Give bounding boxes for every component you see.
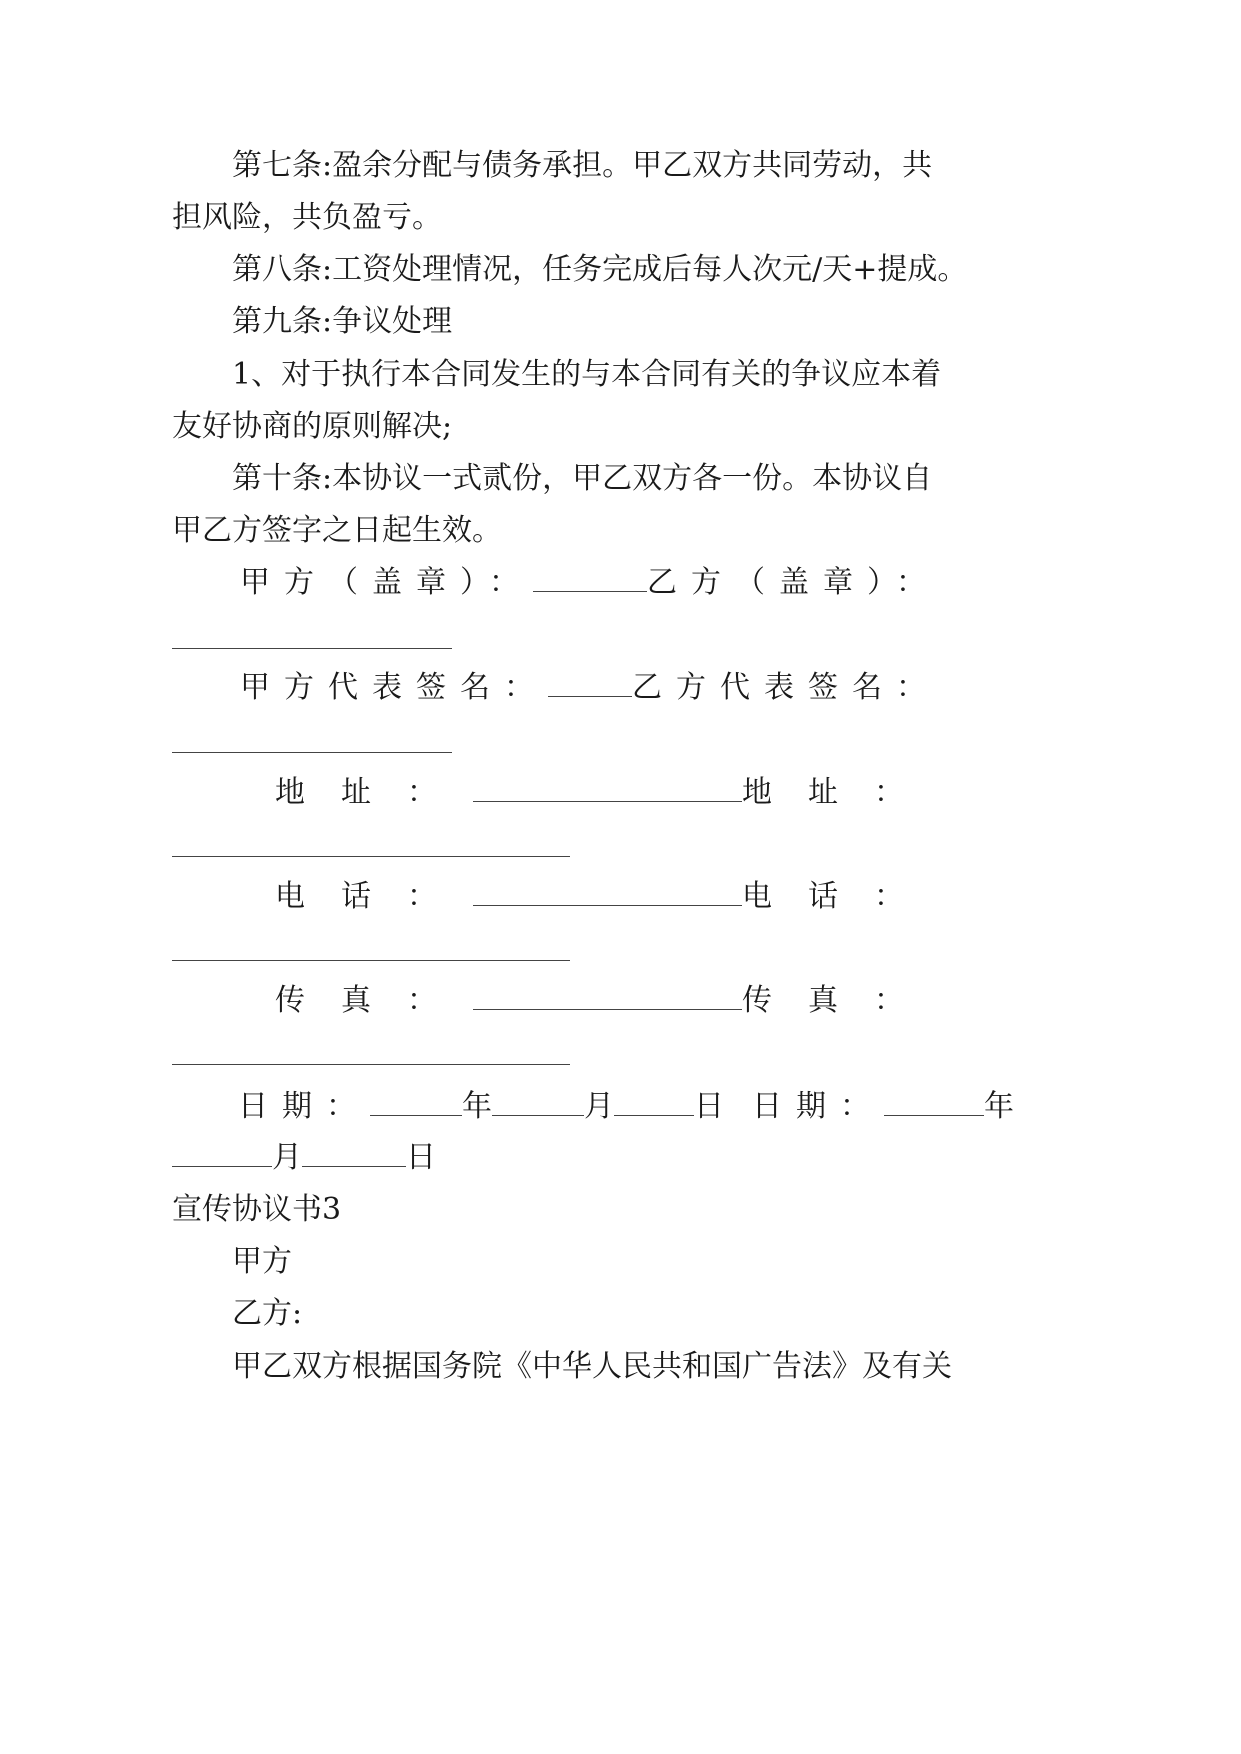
fax-b-label: 传真： xyxy=(742,983,940,1018)
date-a-year-unit: 年 xyxy=(462,1089,492,1124)
date-a-label: 日期： xyxy=(238,1089,370,1124)
address-b-blank xyxy=(172,856,570,857)
item-1-line-1: 1、对于执行本合同发生的与本合同有关的争议应本着 xyxy=(232,357,942,392)
date-b-label: 日期： xyxy=(752,1089,884,1124)
rep-a-label: 甲方代表签名： xyxy=(240,670,548,705)
rep-a-blank xyxy=(548,670,632,697)
fax-a-blank xyxy=(473,983,742,1010)
seal-a-blank xyxy=(533,565,647,592)
intro-paragraph: 甲乙双方根据国务院《中华人民共和国广告法》及有关 xyxy=(232,1349,952,1384)
address-a-label: 地址： xyxy=(275,775,473,810)
telephone-b-label: 电话： xyxy=(742,879,940,914)
fax-a-label: 传真： xyxy=(275,983,473,1018)
seal-b-blank xyxy=(172,648,452,649)
fax-row xyxy=(275,981,940,1021)
article-7-line-2: 担风险，共负盈亏。 xyxy=(172,200,442,235)
date-row-2 xyxy=(172,1138,436,1178)
date-b-year-unit: 年 xyxy=(984,1089,1014,1124)
address-a-blank xyxy=(473,775,742,802)
date-b-month-unit: 月 xyxy=(272,1140,302,1175)
date-b-day-blank xyxy=(302,1140,406,1167)
seal-row xyxy=(240,563,940,603)
telephone-row xyxy=(275,877,940,917)
article-10-line-2: 甲乙方签字之日起生效。 xyxy=(172,513,502,548)
article-9: 第九条:争议处理 xyxy=(232,304,453,339)
address-row xyxy=(275,773,940,813)
seal-b-label: 乙方（盖章）： xyxy=(647,565,940,600)
telephone-a-label: 电话： xyxy=(275,879,473,914)
article-8: 第八条:工资处理情况，任务完成后每人次元/天+提成。 xyxy=(232,252,968,287)
rep-b-label: 乙方代表签名： xyxy=(632,670,940,705)
date-a-month-blank xyxy=(492,1089,584,1116)
item-1-line-2: 友好协商的原则解决; xyxy=(172,409,453,444)
rep-row xyxy=(240,668,940,708)
date-a-day-unit: 日 xyxy=(694,1089,724,1124)
date-b-day-unit: 日 xyxy=(406,1140,436,1175)
date-row xyxy=(238,1087,1014,1127)
telephone-a-blank xyxy=(473,879,742,906)
seal-a-label: 甲方（盖章）： xyxy=(240,565,533,600)
date-a-day-blank xyxy=(614,1089,694,1116)
telephone-b-blank xyxy=(172,960,570,961)
party-b-heading: 乙方: xyxy=(232,1296,303,1331)
date-a-year-blank xyxy=(370,1089,462,1116)
date-b-month-blank xyxy=(172,1140,272,1167)
date-b-year-blank xyxy=(884,1089,984,1116)
section-title-3: 宣传协议书3 xyxy=(172,1192,342,1227)
address-b-label: 地址： xyxy=(742,775,940,810)
article-10-line-1: 第十条:本协议一式贰份，甲乙双方各一份。本协议自 xyxy=(232,461,933,496)
party-a-heading: 甲方 xyxy=(232,1244,292,1279)
date-a-month-unit: 月 xyxy=(584,1089,614,1124)
fax-b-blank xyxy=(172,1064,570,1065)
rep-b-blank xyxy=(172,752,452,753)
article-7-line-1: 第七条:盈余分配与债务承担。甲乙双方共同劳动，共 xyxy=(232,148,933,183)
